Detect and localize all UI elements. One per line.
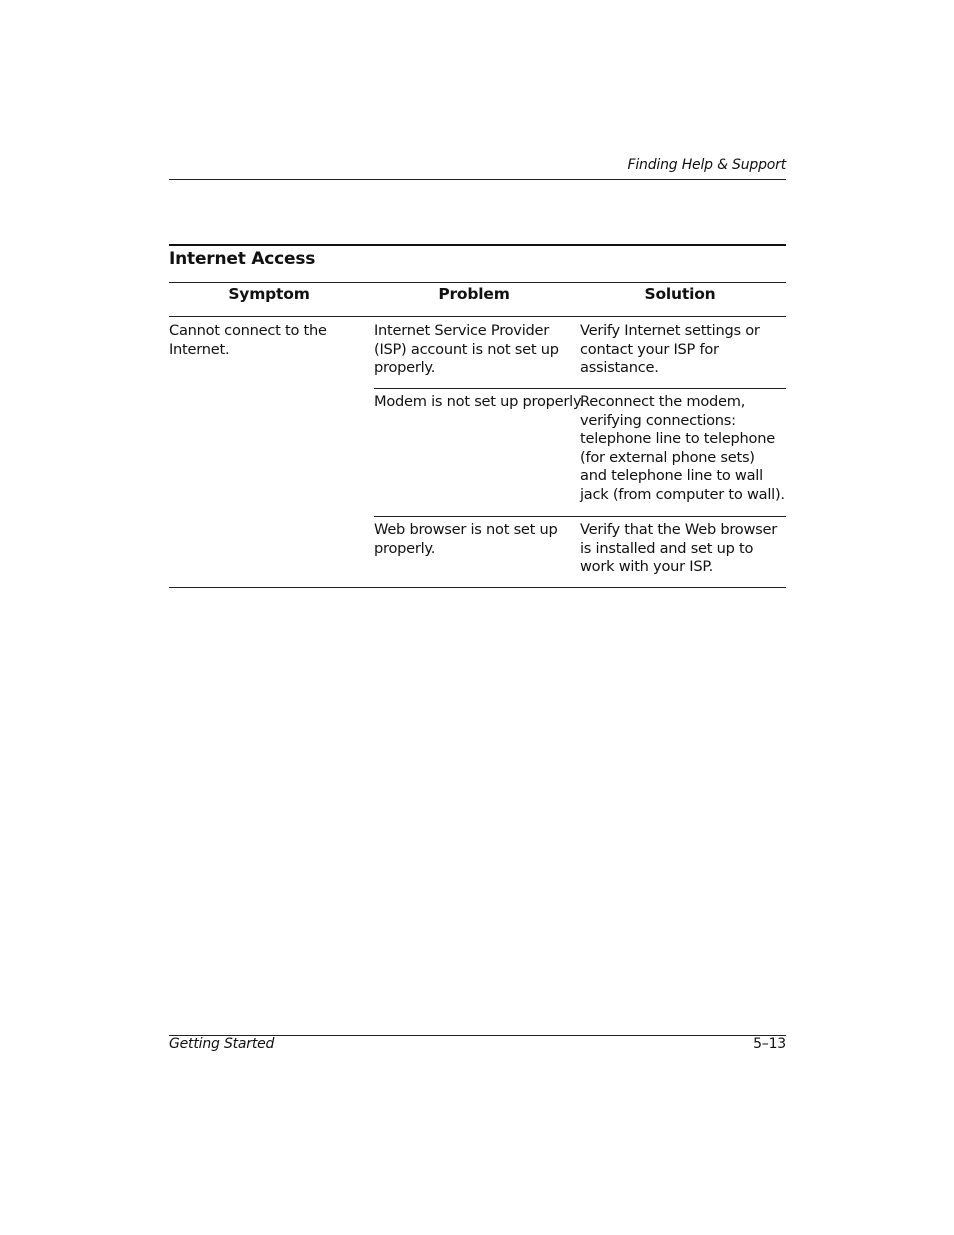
page-number: 5–13	[753, 1036, 786, 1052]
solution-cell-modem: Reconnect the modem, verifying connections: telephone line to telephone (for external phone sets) and telephone line to wall jack (from computer to wall).	[580, 393, 785, 503]
running-header: Finding Help & Support	[627, 157, 786, 173]
problem-cell-browser: Web browser is not set up properly.	[374, 521, 558, 557]
row-divider	[374, 388, 786, 389]
column-header-problem: Problem	[438, 285, 510, 303]
footer-book-title: Getting Started	[169, 1036, 275, 1052]
problem-cell-isp: Internet Service Provider (ISP) account is not set up properly.	[374, 322, 559, 377]
table-top-rule	[169, 282, 786, 283]
problem-cell-modem: Modem is not set up properly.	[374, 393, 584, 410]
solution-cell-browser: Verify that the Web browser is installed and set up to work with your ISP.	[580, 521, 777, 576]
column-header-solution: Solution	[644, 285, 716, 303]
section-title: Internet Access	[169, 249, 316, 269]
table-bottom-rule	[169, 587, 786, 588]
section-rule	[169, 244, 786, 246]
column-header-symptom: Symptom	[228, 285, 310, 303]
header-bottom-rule	[169, 316, 786, 317]
solution-cell-isp: Verify Internet settings or contact your ISP for assistance.	[580, 322, 760, 377]
symptom-cell: Cannot connect to the Internet.	[169, 322, 327, 358]
row-divider	[374, 516, 786, 517]
header-rule	[169, 179, 786, 180]
